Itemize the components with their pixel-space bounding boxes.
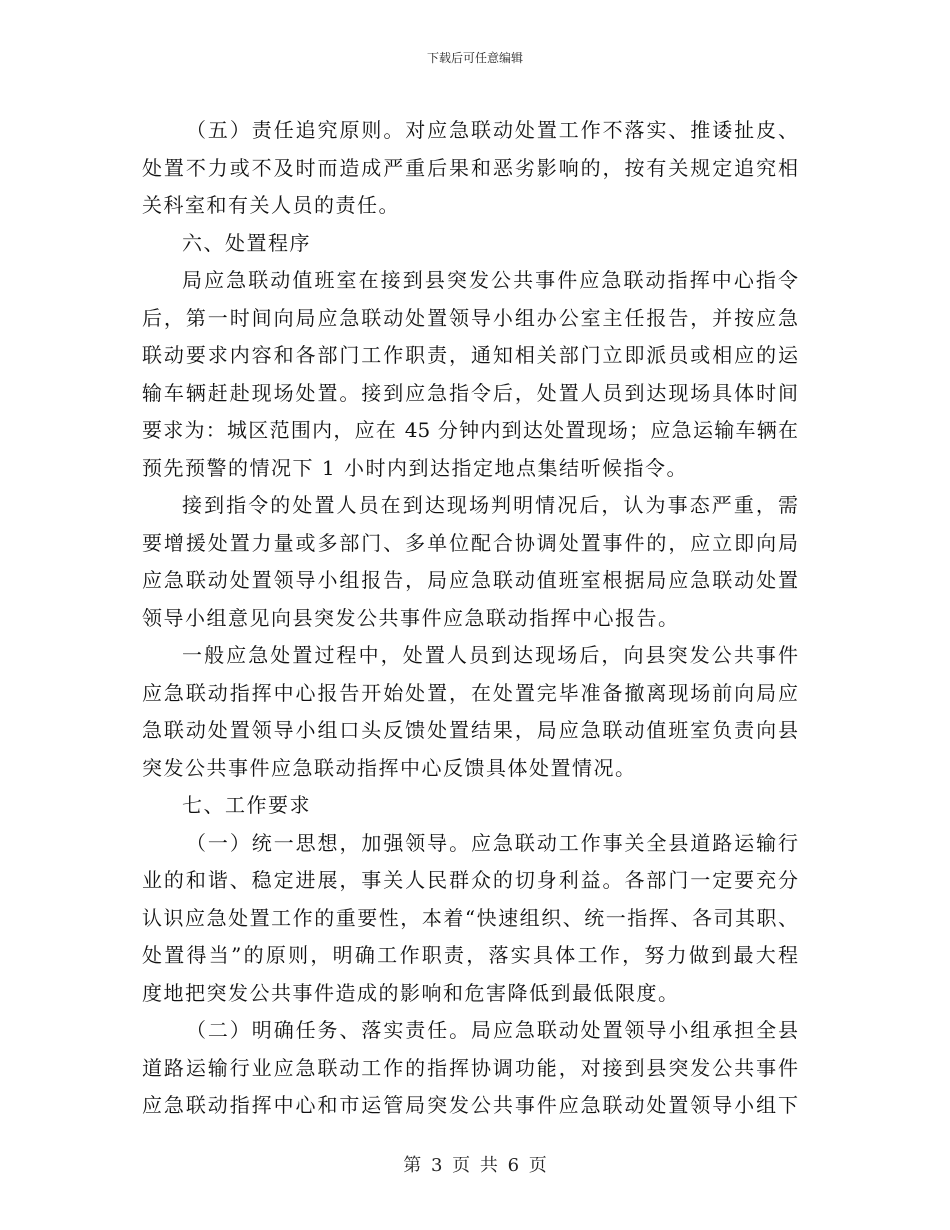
text-line: 急联动处置领导小组口头反馈处置结果，局应急联动值班室负责向县 bbox=[142, 718, 798, 742]
text-line: 一般应急处置过程中，处置人员到达现场后，向县突发公共事件 bbox=[182, 643, 798, 667]
text-line: 关科室和有关人员的责任。 bbox=[142, 193, 400, 217]
page-header: 下载后可任意编辑 bbox=[426, 51, 523, 65]
text-line: 应急联动处置领导小组报告，局应急联动值班室根据局应急联动处置 bbox=[142, 568, 798, 592]
text-line: 要增援处置力量或多部门、多单位配合协调处置事件的，应立即向局 bbox=[142, 530, 798, 555]
text-line: 预先预警的情况下 1 小时内到达指定地点集结听候指令。 bbox=[142, 455, 688, 480]
text-line: 认识应急处置工作的重要性，本着“快速组织、统一指挥、各司其职、 bbox=[142, 905, 798, 930]
text-line: 突发公共事件应急联动指挥中心反馈具体处置情况。 bbox=[142, 755, 637, 780]
text-line: 要求为：城区范围内，应在 45 分钟内到达处置现场；应急运输车辆在 bbox=[142, 418, 798, 442]
text-line: （五）责任追究原则。对应急联动处置工作不落实、推诿扯皮、 bbox=[186, 118, 798, 142]
text-line: 业的和谐、稳定进展，事关人民群众的切身利益。各部门一定要充分 bbox=[142, 868, 798, 892]
text-line: 应急联动指挥中心和市运管局突发公共事件应急联动处置领导小组下 bbox=[142, 1093, 798, 1117]
text-line: 领导小组意见向县突发公共事件应急联动指挥中心报告。 bbox=[142, 605, 680, 630]
section-heading: 六、处置程序 bbox=[182, 230, 311, 255]
section-heading: 七、工作要求 bbox=[182, 793, 311, 817]
text-line: （二）明确任务、落实责任。局应急联动处置领导小组承担全县 bbox=[186, 1018, 798, 1042]
text-line: 联动要求内容和各部门工作职责，通知相关部门立即派员或相应的运 bbox=[142, 343, 798, 367]
text-line: 接到指令的处置人员在到达现场判明情况后，认为事态严重，需 bbox=[182, 493, 798, 517]
text-line: 度地把突发公共事件造成的影响和危害降低到最低限度。 bbox=[142, 980, 680, 1005]
text-line: 处置得当”的原则，明确工作职责，落实具体工作，努力做到最大程 bbox=[142, 943, 798, 967]
text-line: 输车辆赶赴现场处置。接到应急指令后，处置人员到达现场具体时间 bbox=[142, 380, 798, 405]
text-line: （一）统一思想，加强领导。应急联动工作事关全县道路运输行 bbox=[186, 830, 798, 855]
document-body bbox=[142, 112, 798, 1125]
text-line: 处置不力或不及时而造成严重后果和恶劣影响的，按有关规定追究相 bbox=[142, 155, 798, 180]
text-line: 后，第一时间向局应急联动处置领导小组办公室主任报告，并按应急 bbox=[142, 305, 798, 330]
text-line: 局应急联动值班室在接到县突发公共事件应急联动指挥中心指令 bbox=[182, 268, 798, 292]
text-line: 应急联动指挥中心报告开始处置，在处置完毕准备撤离现场前向局应 bbox=[142, 680, 798, 705]
text-line: 道路运输行业应急联动工作的指挥协调功能，对接到县突发公共事件 bbox=[142, 1055, 798, 1080]
page-footer: 第 3 页 共 6 页 bbox=[403, 1155, 547, 1176]
